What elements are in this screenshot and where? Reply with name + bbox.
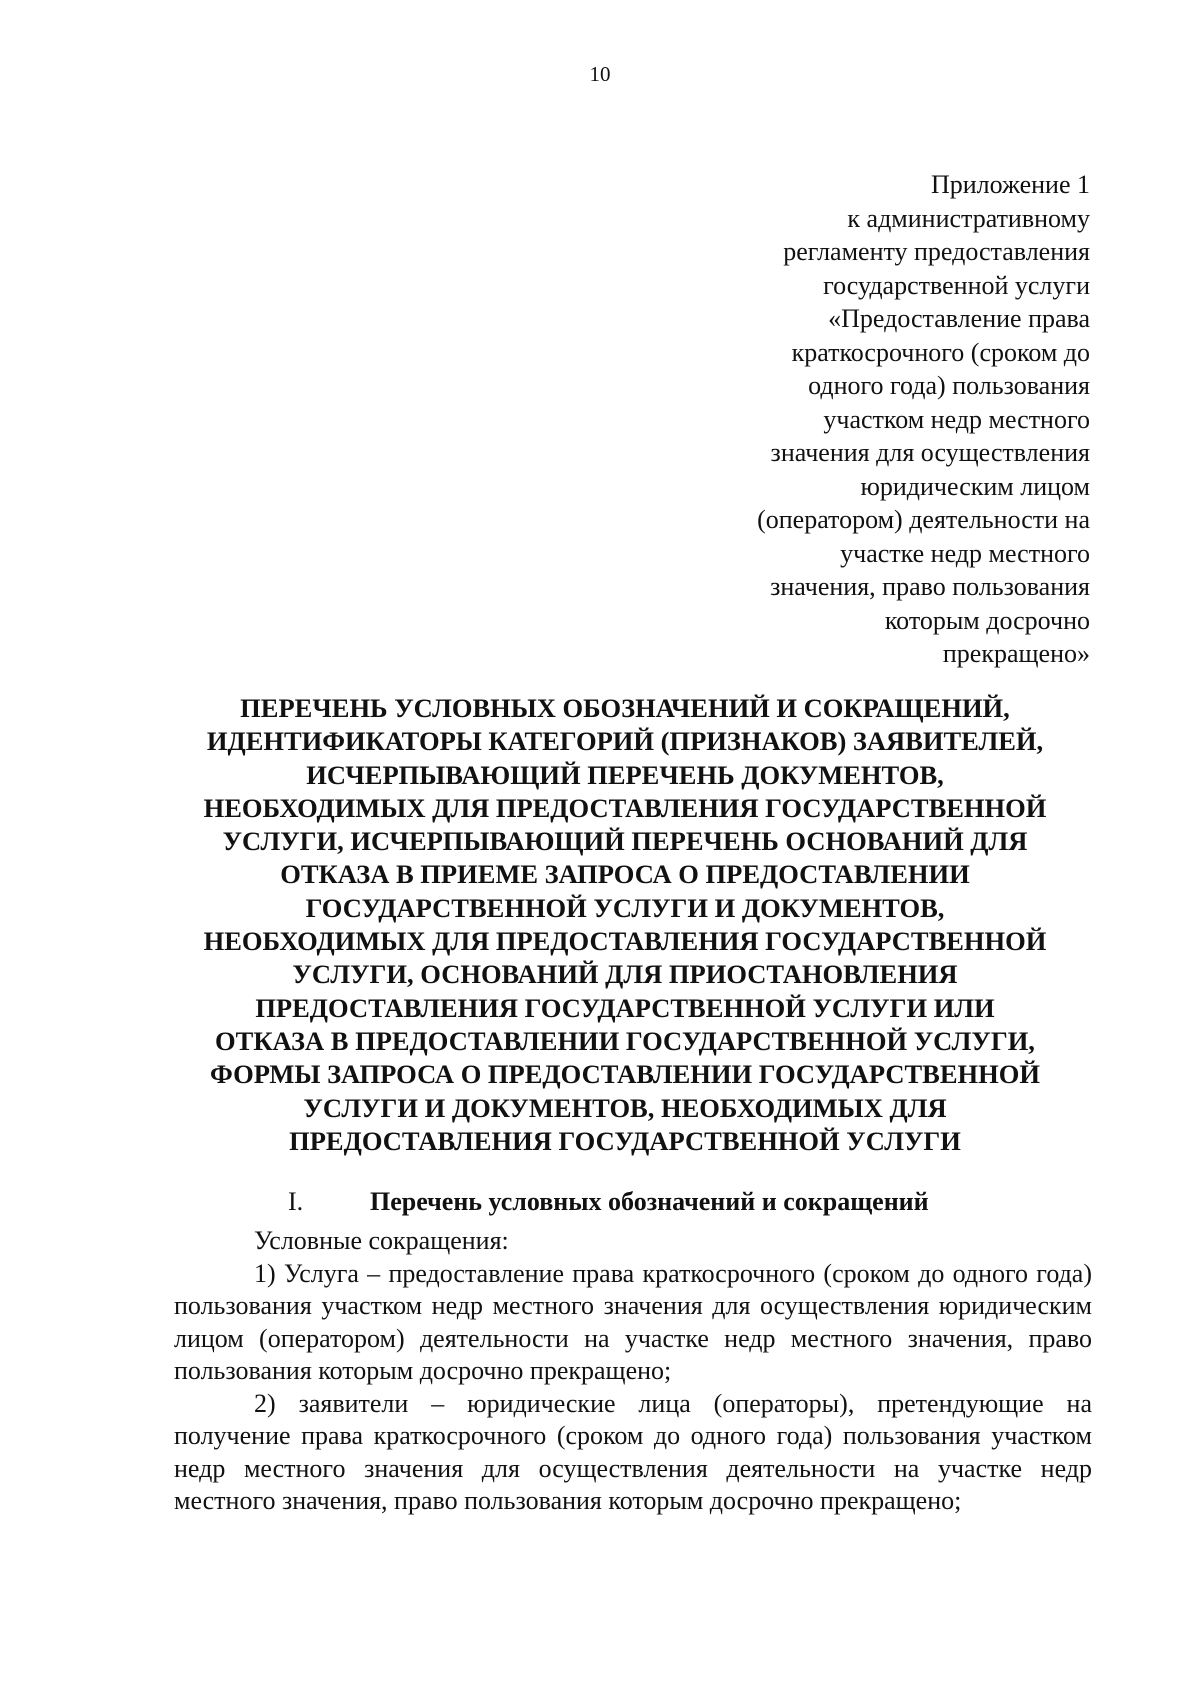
appendix-line: к административному bbox=[847, 203, 1090, 233]
section-number: I. bbox=[288, 1187, 304, 1216]
appendix-line: регламенту предоставления bbox=[783, 237, 1090, 266]
body-paragraph: 1) Услуга – предоставление права краткосрочного (сроком до одного года) пользования участком недр местного значения для осуществления юридическим лицом (оператором) деятельности на участке недр местного значения, право пользования которым досрочно прекращено; bbox=[174, 1258, 1092, 1385]
appendix-line: краткосрочного (сроком до bbox=[791, 337, 1090, 367]
appendix-line: прекращено» bbox=[942, 639, 1090, 668]
title-line: ГОСУДАРСТВЕННОЙ УСЛУГИ И ДОКУМЕНТОВ, bbox=[305, 892, 945, 923]
title-line: ПЕРЕЧЕНЬ УСЛОВНЫХ ОБОЗНАЧЕНИЙ И СОКРАЩЕНИЙ, bbox=[240, 693, 1010, 723]
title-line: ПРЕДОСТАВЛЕНИЯ ГОСУДАРСТВЕННОЙ УСЛУГИ ИЛИ bbox=[255, 992, 995, 1023]
document-title bbox=[150, 692, 1100, 1158]
appendix-line: участком недр местного bbox=[823, 404, 1090, 434]
title-line: ПРЕДОСТАВЛЕНИЯ ГОСУДАРСТВЕННОЙ УСЛУГИ bbox=[289, 1125, 961, 1156]
title-line: УСЛУГИ, ОСНОВАНИЙ ДЛЯ ПРИОСТАНОВЛЕНИЯ bbox=[292, 959, 958, 990]
appendix-line: государственной услуги bbox=[823, 270, 1090, 300]
page-number: 10 bbox=[589, 62, 611, 86]
body-paragraph: 2) заявители – юридические лица (операторы), претендующие на получение права краткосрочного (сроком до одного года) пользования участком недр местного значения для осуществления деятельности на участке недр местного значения, право пользования которым досрочно прекращено; bbox=[174, 1388, 1092, 1515]
appendix-line: Приложение 1 bbox=[930, 170, 1090, 199]
appendix-line: которым досрочно bbox=[884, 605, 1090, 635]
title-line: НЕОБХОДИМЫХ ДЛЯ ПРЕДОСТАВЛЕНИЯ ГОСУДАРСТВЕННОЙ bbox=[203, 926, 1047, 957]
appendix-line: значения для осуществления bbox=[770, 438, 1090, 467]
appendix-line: «Предоставление права bbox=[828, 304, 1090, 333]
title-line: ОТКАЗА В ПРИЕМЕ ЗАПРОСА О ПРЕДОСТАВЛЕНИИ bbox=[280, 859, 970, 890]
title-line: УСЛУГИ, ИСЧЕРПЫВАЮЩИЙ ПЕРЕЧЕНЬ ОСНОВАНИЙ ДЛЯ bbox=[222, 826, 1028, 857]
section-title: Перечень условных обозначений и сокращений bbox=[370, 1187, 929, 1216]
appendix-line: юридическим лицом bbox=[860, 471, 1090, 501]
appendix-note bbox=[570, 168, 1090, 671]
title-line: УСЛУГИ И ДОКУМЕНТОВ, НЕОБХОДИМЫХ ДЛЯ bbox=[303, 1092, 947, 1123]
appendix-line: участке недр местного bbox=[840, 538, 1090, 568]
appendix-line: (оператором) деятельности на bbox=[757, 505, 1090, 534]
appendix-line: одного года) пользования bbox=[808, 371, 1090, 400]
body-paragraph: Условные сокращения: bbox=[254, 1226, 509, 1255]
title-line: ФОРМЫ ЗАПРОСА О ПРЕДОСТАВЛЕНИИ ГОСУДАРСТВЕННОЙ bbox=[210, 1059, 1040, 1090]
appendix-line: значения, право пользования bbox=[770, 572, 1090, 601]
title-line: НЕОБХОДИМЫХ ДЛЯ ПРЕДОСТАВЛЕНИЯ ГОСУДАРСТВЕННОЙ bbox=[203, 792, 1047, 823]
title-line: ИДЕНТИФИКАТОРЫ КАТЕГОРИЙ (ПРИЗНАКОВ) ЗАЯВИТЕЛЕЙ, bbox=[206, 726, 1044, 757]
title-line: ИСЧЕРПЫВАЮЩИЙ ПЕРЕЧЕНЬ ДОКУМЕНТОВ, bbox=[306, 759, 944, 790]
title-line: ОТКАЗА В ПРЕДОСТАВЛЕНИИ ГОСУДАРСТВЕННОЙ УСЛУГИ, bbox=[215, 1025, 1035, 1056]
body-text bbox=[174, 1225, 1092, 1518]
section-heading bbox=[288, 1186, 929, 1218]
